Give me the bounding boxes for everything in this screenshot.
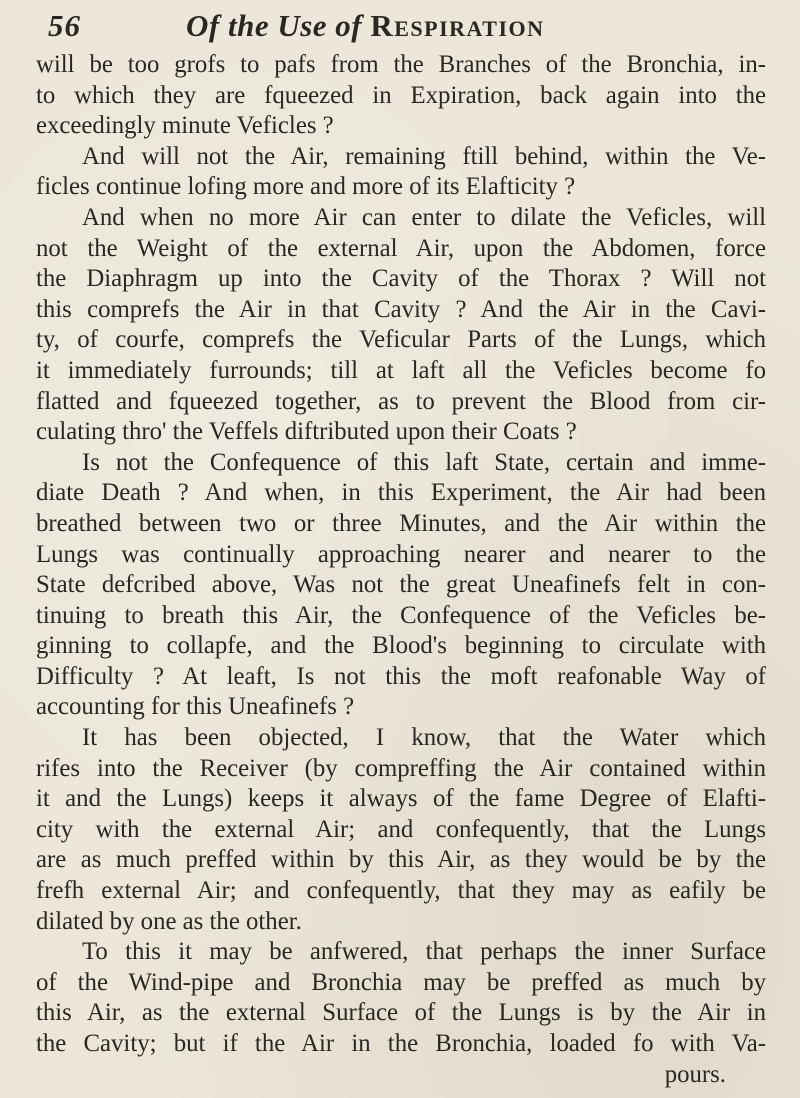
text-line: Is not the Confequence of this laft State, certain and imme- [82, 448, 766, 476]
text-line: Lungs was continually approaching nearer and nearer to the [36, 540, 766, 568]
text-line: the Cavity; but if the Air in the Bronchia, loaded fo with Va- [36, 1030, 766, 1057]
text-line: ty, of courfe, comprefs the Veficular Parts of the Lungs, which [36, 326, 766, 354]
text-line: dilated by one as the other. [36, 907, 302, 935]
body-text [36, 50, 766, 1090]
text-line: flatted and fqueezed together, as to prevent the Blood from cir- [36, 387, 766, 415]
text-line: State defcribed above, Was not the great Uneafinefs felt in con- [36, 571, 766, 599]
text-line: accounting for this Uneafinefs ? [36, 693, 355, 721]
page-number: 56 [48, 8, 81, 43]
text-line: to which they are fqueezed in Expiration, back again into the [36, 81, 766, 109]
text-line: this comprefs the Air in that Cavity ? And the Air in the Cavi- [36, 295, 766, 323]
text-line: Difficulty ? At leaft, Is not this the moft reafonable Way of [36, 662, 766, 690]
text-line: exceedingly minute Veficles ? [36, 112, 334, 140]
page-header [48, 8, 768, 48]
text-line: it and the Lungs) keeps it always of the fame Degree of Elafti- [36, 785, 766, 813]
text-line: It has been objected, I know, that the Water which [82, 724, 766, 752]
text-line: And will not the Air, remaining ftill behind, within the Ve- [82, 142, 766, 170]
text-line: breathed between two or three Minutes, and the Air within the [36, 509, 766, 537]
text-line: this Air, as the external Surface of the Lungs is by the Air in [36, 999, 766, 1027]
text-line: To this it may be anfwered, that perhaps the inner Surface [82, 938, 766, 966]
text-line: the Diaphragm up into the Cavity of the Thorax ? Will not [36, 265, 766, 293]
text-line: not the Weight of the external Air, upon the Abdomen, force [36, 234, 766, 262]
text-line: are as much preffed within by this Air, as they would be by the [36, 846, 766, 874]
text-line: rifes into the Receiver (by compreffing the Air contained within [36, 754, 766, 782]
text-line: frefh external Air; and confequently, that they may as eafily be [36, 877, 766, 905]
running-head-small-caps: Respiration [370, 8, 545, 43]
text-line: it immediately furrounds; till at laft all the Veficles become fo [36, 356, 766, 384]
text-line: And when no more Air can enter to dilate the Veficles, will [82, 203, 766, 231]
text-line: of the Wind-pipe and Bronchia may be preffed as much by [36, 968, 766, 996]
text-line: ficles continue lofing more and more of its Elafticity ? [36, 173, 576, 201]
catchword: pours. [664, 1060, 726, 1088]
running-head [186, 8, 545, 44]
text-line: diate Death ? And when, in this Experiment, the Air had been [36, 479, 766, 507]
text-line: tinuing to breath this Air, the Confequence of the Veficles be- [36, 601, 766, 629]
text-line: culating thro' the Veffels diftributed upon their Coats ? [36, 418, 577, 446]
text-line: ginning to collapfe, and the Blood's beginning to circulate with [36, 632, 766, 660]
text-line: city with the external Air; and confequently, that the Lungs [36, 815, 766, 843]
text-line: will be too grofs to pafs from the Branches of the Bronchia, in- [36, 51, 766, 78]
running-head-text: Of the Use of [186, 8, 371, 43]
